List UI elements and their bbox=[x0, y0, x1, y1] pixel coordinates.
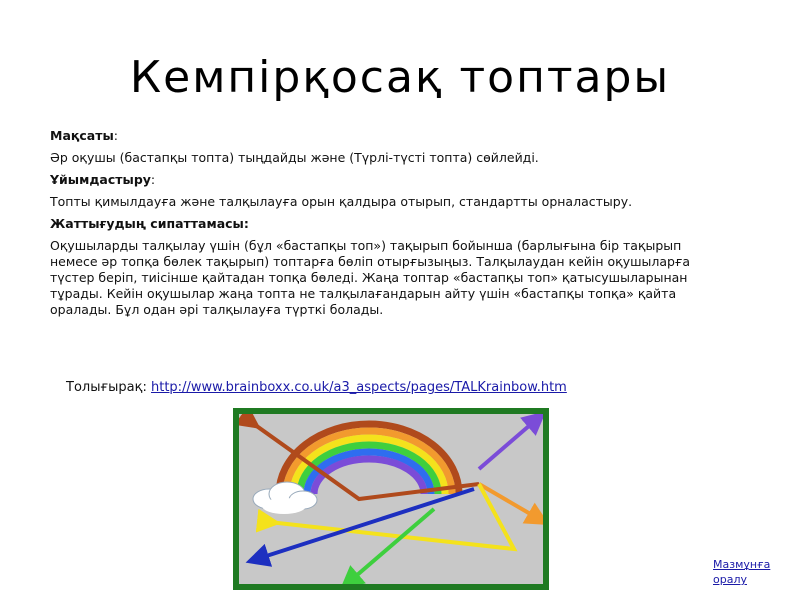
section-description-text: Оқушыларды талқылау үшін (бұл «бастапқы топ») тақырып бойынша (барлығына бір тақырып немесе әр топқа бөлек тақырып) топтарға бөліп отырғызыңыз. Талқылаудан кейін оқушыларға түстер беріп, тиісінше қайтадан топқа бөледі. Жаңа топтар «бастапқы топ» қатысушыларынан тұрады. Кейін оқушылар жаңа топта не талқылағандарын айту үшін «бастапқы топқа» қайта оралады. Бұл одан әрі талқылауға түрткі болады. bbox=[50, 238, 691, 317]
more-info bbox=[66, 380, 567, 395]
rainbow-icon bbox=[239, 414, 543, 584]
page-title: Кемпірқосақ топтары bbox=[129, 52, 671, 103]
more-link[interactable]: http://www.brainboxx.co.uk/a3_aspects/pages/TALKrainbow.htm bbox=[151, 380, 567, 395]
section-description-heading: Жаттығудың сипаттамасы: bbox=[50, 216, 249, 231]
rainbow-illustration bbox=[233, 408, 549, 590]
section-goal-heading: Мақсаты: bbox=[50, 128, 118, 143]
back-to-contents-link[interactable]: Мазмұнға оралу bbox=[713, 558, 771, 586]
section-goal-text: Әр оқушы (бастапқы топта) тыңдайды және (Түрлі-түсті топта) сөйлейді. bbox=[50, 150, 539, 165]
content-body bbox=[50, 128, 710, 324]
more-label: Толығырақ: bbox=[66, 380, 147, 395]
section-organization-text: Топты қимылдауға және талқылауға орын қалдыра отырып, стандартты орналастыру. bbox=[50, 194, 633, 209]
section-organization-heading: Ұйымдастыру: bbox=[50, 172, 156, 187]
